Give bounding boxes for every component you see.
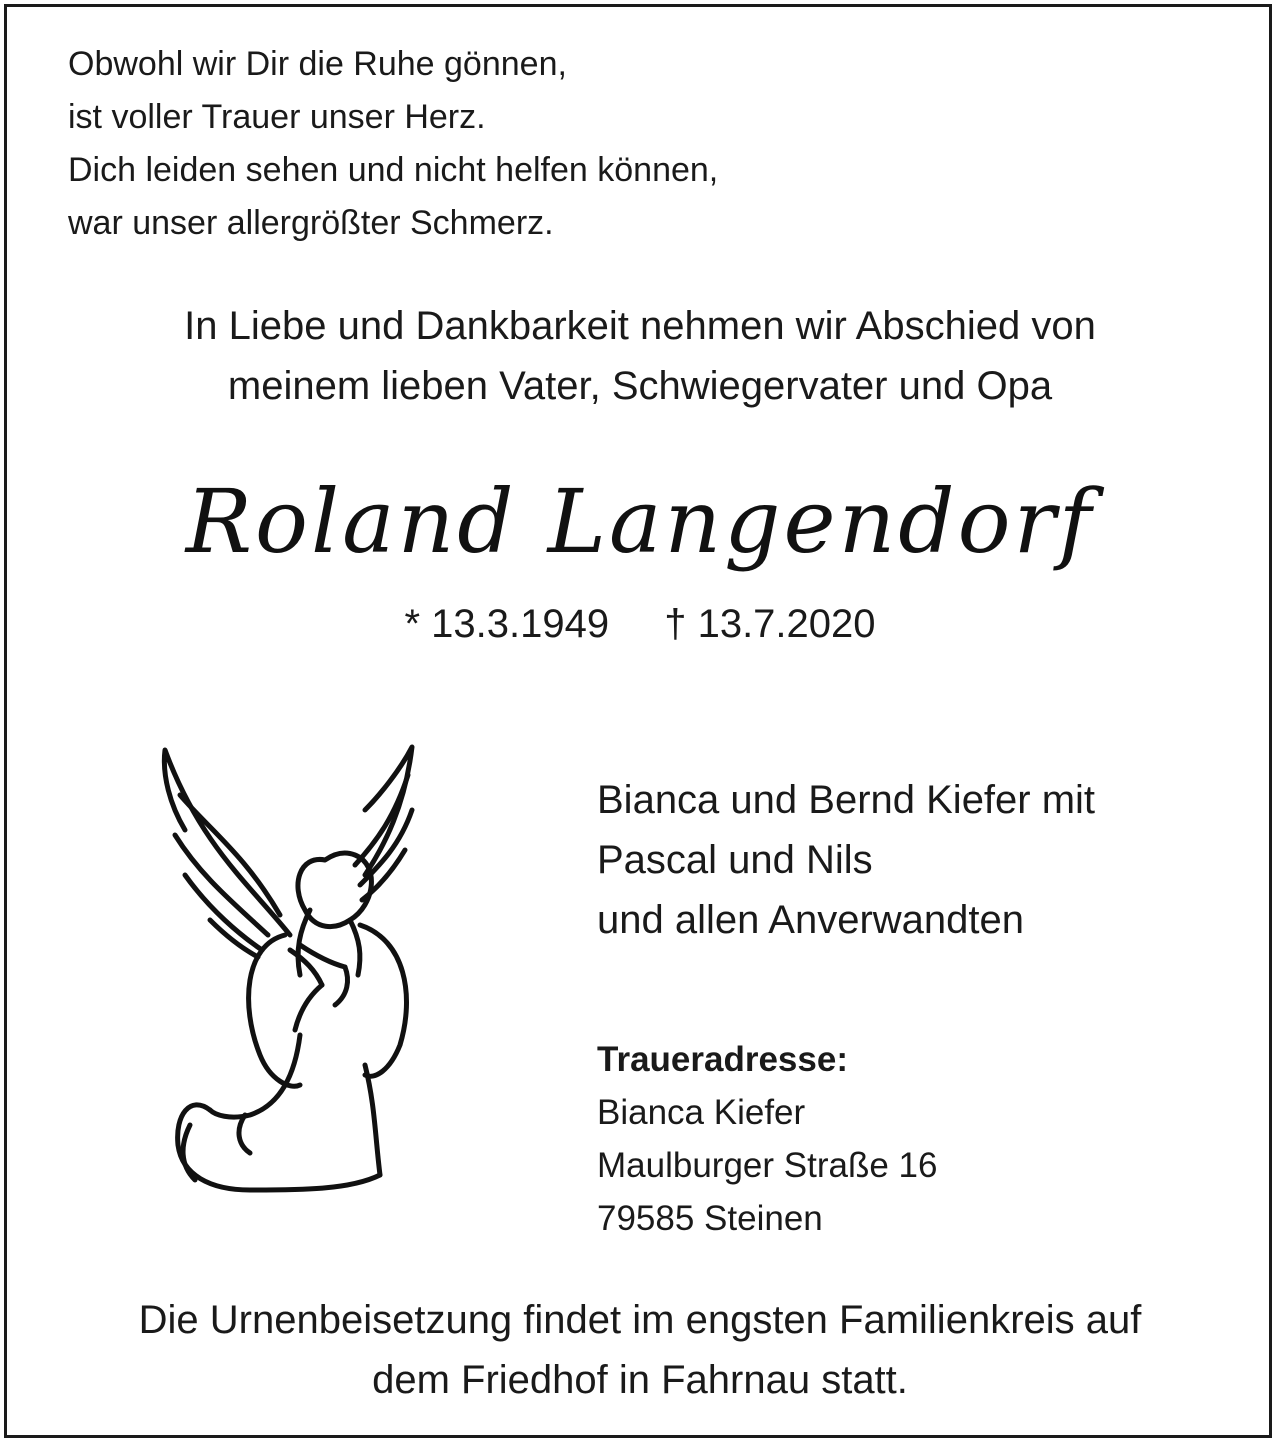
poem-line: Dich leiden sehen und nicht helfen können, [68,151,719,189]
death-date: † 13.7.2020 [664,602,876,646]
mourning-address [597,1033,937,1245]
address-line: Bianca Kiefer [597,1093,806,1132]
address-label: Traueradresse: [597,1040,848,1079]
birth-date: * 13.3.1949 [404,602,610,646]
poem-line: Obwohl wir Dir die Ruhe gönnen, [68,45,567,83]
family-line: Bianca und Bernd Kiefer mit [597,778,1096,822]
intro-text [0,296,1280,416]
family-line: und allen Anverwandten [597,898,1024,942]
family-members [597,770,1095,950]
intro-line: In Liebe und Dankbarkeit nehmen wir Abschied von [184,304,1096,348]
family-line: Pascal und Nils [597,838,873,882]
life-dates [0,596,1280,652]
intro-line: meinem lieben Vater, Schwiegervater und Opa [227,364,1053,408]
angel-icon [150,735,440,1205]
poem-line: ist voller Trauer unser Herz. [68,98,486,136]
funeral-line: Die Urnenbeisetzung findet im engsten Familienkreis auf [138,1298,1142,1342]
poem-line: war unser allergrößter Schmerz. [68,204,554,242]
funeral-notice [0,1290,1280,1410]
address-line: Maulburger Straße 16 [597,1146,938,1185]
address-line: 79585 Steinen [597,1199,823,1238]
funeral-line: dem Friedhof in Fahrnau statt. [372,1358,908,1402]
poem [68,38,718,250]
deceased-name: Roland Langendorf [185,470,1095,573]
